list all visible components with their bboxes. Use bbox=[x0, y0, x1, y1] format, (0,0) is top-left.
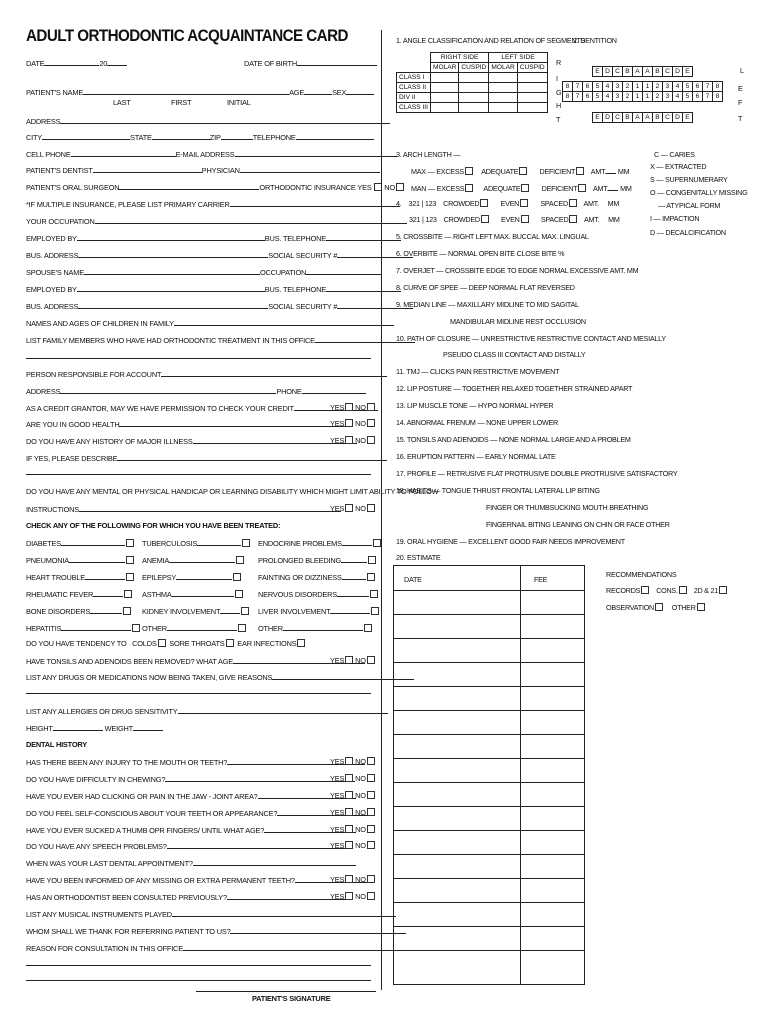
yes-checkbox[interactable] bbox=[345, 403, 353, 411]
bus-addr-field[interactable] bbox=[78, 250, 268, 258]
lip-posture-item: 12. LIP POSTURE — TOGETHER RELAXED TOGETHER STRAINED APART bbox=[396, 384, 633, 393]
pseudo-class-item: PSEUDO CLASS III CONTACT AND DISTALLY bbox=[443, 350, 586, 359]
first-label: FIRST bbox=[171, 98, 192, 107]
surgeon-field[interactable] bbox=[119, 182, 259, 190]
overjet-item: 7. OVERJET — CROSSBITE EDGE TO EDGE NORMAL EXCESSIVE AMT. MM bbox=[396, 266, 639, 275]
mandibular-midline-item: MANDIBULAR MIDLINE REST OCCLUSION bbox=[450, 317, 586, 326]
estimate-item: 20. ESTIMATE bbox=[396, 553, 441, 562]
crossbite-item: 5. CROSSBITE — RIGHT LEFT MAX. BUCCAL MAX. LINGUAL bbox=[396, 232, 589, 241]
form-title: ADULT ORTHODONTIC ACQUAINTANCE CARD bbox=[26, 27, 348, 45]
drugs-label: LIST ANY DRUGS OR MEDICATIONS NOW BEING TAKEN, GIVE REASONS bbox=[26, 672, 414, 682]
bus-addr-2-label: BUS. ADDRESS SOCIAL SECURITY # bbox=[26, 301, 413, 311]
address-field[interactable] bbox=[60, 116, 390, 124]
tonsils-question: HAVE TONSILS AND ADENOIDS BEEN REMOVED? WHAT AGE bbox=[26, 656, 365, 666]
tendency-row: DO YOU HAVE TENDENCY TO COLDS SORE THROATS EAR INFECTIONS bbox=[26, 639, 305, 648]
bus-tel-field[interactable] bbox=[326, 233, 401, 241]
weight-field[interactable] bbox=[133, 723, 163, 731]
arch-length: 3. ARCH LENGTH — bbox=[396, 150, 461, 159]
nail-biting-item: FINGERNAIL BITING LEANING ON CHIN OR FACE OTHER bbox=[486, 520, 670, 529]
family-ortho-label: LIST FAMILY MEMBERS WHO HAVE HAD ORTHODONTIC TREATMENT IN THIS OFFICE bbox=[26, 335, 415, 345]
signature-label: PATIENT'S SIGNATURE bbox=[252, 994, 331, 1003]
patient-name-label: PATIENT'S NAME AGE SEX bbox=[26, 87, 374, 97]
dental-history-header: DENTAL HISTORY bbox=[26, 740, 87, 749]
zip-field[interactable] bbox=[221, 132, 253, 140]
address-2-label: ADDRESS PHONE bbox=[26, 386, 366, 396]
telephone-field[interactable] bbox=[296, 132, 374, 140]
estimate-fee-header: FEE bbox=[534, 575, 548, 584]
overbite-item: 6. OVERBITE — NORMAL OPEN BITE CLOSE BITE % bbox=[396, 249, 565, 258]
email-field[interactable] bbox=[235, 149, 397, 157]
last-label: LAST bbox=[113, 98, 131, 107]
dob-field[interactable] bbox=[297, 58, 377, 66]
responsible-field[interactable] bbox=[161, 369, 387, 377]
profile-item: 17. PROFILE — RETRUSIVE FLAT PROTRUSIVE DOUBLE PROTRUSIVE SATISFACTORY bbox=[396, 469, 678, 478]
check-header: CHECK ANY OF THE FOLLOWING FOR WHICH YOU HAVE BEEN TREATED: bbox=[26, 521, 281, 530]
children-field[interactable] bbox=[174, 318, 394, 326]
tonsils-item: 15. TONSILS AND ADENOIDS — NONE NORMAL LARGE AND A PROBLEM bbox=[396, 435, 631, 444]
handicap-question: DO YOU HAVE ANY MENTAL OR PHYSICAL HANDICAP OR LEARNING DISABILITY WHICH MIGHT LIMIT ABILITY TO FOLLOW bbox=[26, 487, 439, 496]
major-illness-question: DO YOU HAVE ANY HISTORY OF MAJOR ILLNESS bbox=[26, 436, 357, 446]
dentition-chart: E D C B A A B C D E 8 7 6 5 4 3 2 1 1 2 3 4 5 6 7 8 8 7 6 5 4 3 2 1 1 2 3 4 5 6 7 8 E D C B A A B C D E bbox=[562, 66, 732, 138]
initial-label: INITIAL bbox=[227, 98, 251, 107]
age-field[interactable] bbox=[304, 87, 332, 95]
tmj-item: 11. TMJ — CLICKS PAIN RESTRICTIVE MOVEMENT bbox=[396, 367, 560, 376]
signature-line bbox=[196, 991, 376, 992]
patient-name-field[interactable] bbox=[83, 87, 289, 95]
state-field[interactable] bbox=[152, 132, 210, 140]
instructions-label: INSTRUCTIONS bbox=[26, 504, 341, 514]
height-weight: HEIGHT WEIGHT bbox=[26, 723, 163, 733]
lip-tone-item: 13. LIP MUSCLE TONE — HYPO NORMAL HYPER bbox=[396, 401, 554, 410]
row-4a: 4. 321 | 123 CROWDED EVEN SPACED AMT. MM bbox=[396, 199, 620, 208]
eruption-item: 16. ERUPTION PATTERN — EARLY NORMAL LATE bbox=[396, 452, 556, 461]
if-yes-label: IF YES, PLEASE DESCRIBE bbox=[26, 453, 387, 463]
estimate-table bbox=[393, 565, 585, 985]
records-row: RECORDS CONS. 2D & 21 bbox=[606, 586, 727, 595]
allergies-label: LIST ANY ALLERGIES OR DRUG SENSITIVITY bbox=[26, 706, 388, 716]
occupation-field[interactable] bbox=[95, 216, 407, 224]
employer-field[interactable] bbox=[77, 233, 265, 241]
credit-question: AS A CREDIT GRANTOR, MAY WE HAVE PERMISSION TO CHECK YOUR CREDIT bbox=[26, 403, 378, 413]
thumbsucking-item: FINGER OR THUMBSUCKING MOUTH BREATHING bbox=[486, 503, 649, 512]
surgeon-label: PATIENT'S ORAL SURGEON ORTHODONTIC INSURANCE YES NO bbox=[26, 182, 404, 192]
employed-by-label: EMPLOYED BY BUS. TELEPHONE bbox=[26, 233, 401, 243]
responsible-label: PERSON RESPONSIBLE FOR ACCOUNT bbox=[26, 369, 387, 379]
dob-label: DATE OF BIRTH bbox=[244, 58, 377, 68]
carrier-field[interactable] bbox=[230, 199, 400, 207]
median-line-item: 9. MEDIAN LINE — MAXILLARY MIDLINE TO MID SAGITAL bbox=[396, 300, 579, 309]
recommendations-label: RECOMMENDATIONS bbox=[606, 570, 677, 579]
estimate-date-header: DATE bbox=[404, 575, 422, 584]
row-4b: 321 | 123 CROWDED EVEN SPACED AMT. MM bbox=[409, 215, 620, 224]
spouse-occupation-field[interactable] bbox=[306, 267, 381, 275]
habits-item: 18. HABITS — TONGUE THRUST FRONTAL LATERAL LIP BITING bbox=[396, 486, 600, 495]
height-field[interactable] bbox=[53, 723, 103, 731]
city-field[interactable] bbox=[42, 132, 130, 140]
cell-label: CELL PHONE E-MAIL ADDRESS bbox=[26, 149, 397, 159]
address-label: ADDRESS bbox=[26, 116, 390, 126]
dentition-heading: 2. DENTITION bbox=[573, 36, 617, 45]
angle-heading: 1. ANGLE CLASSIFICATION AND RELATION OF SEGMENTS bbox=[396, 36, 586, 45]
date-field[interactable] bbox=[44, 58, 99, 66]
max-excess-row: MAX — EXCESS ADEQUATE DEFICIENT AMT. MM bbox=[411, 167, 630, 176]
good-health-question: ARE YOU IN GOOD HEALTH bbox=[26, 419, 352, 429]
curve-item: 8. CURVE OF SPEE — DEEP NORMAL FLAT REVERSED bbox=[396, 283, 575, 292]
occupation-label: YOUR OCCUPATION bbox=[26, 216, 407, 226]
segments-table: RIGHT SIDE LEFT SIDE MOLAR CUSPID MOLAR CUSPID CLASS I CLASS II DIV II CLASS III bbox=[396, 52, 548, 113]
man-excess-row: MAN — EXCESS ADEQUATE DEFICIENT AMT. MM bbox=[411, 184, 632, 193]
path-of-closure-item: 10. PATH OF CLOSURE — UNRESTRICTIVE RESTRICTIVE CONTACT AND MESIALLY bbox=[396, 334, 666, 343]
spouse-field[interactable] bbox=[84, 267, 260, 275]
frenum-item: 14. ABNORMAL FRENUM — NONE UPPER LOWER bbox=[396, 418, 558, 427]
cell-field[interactable] bbox=[71, 149, 176, 157]
dentist-field[interactable] bbox=[93, 165, 202, 173]
children-label: NAMES AND AGES OF CHILDREN IN FAMILY bbox=[26, 318, 394, 328]
observation-row: OBSERVATION OTHER bbox=[606, 603, 705, 612]
oral-hygiene-item: 19. ORAL HYGIENE — EXCELLENT GOOD FAIR NEEDS IMPROVEMENT bbox=[396, 537, 625, 546]
column-divider bbox=[381, 30, 382, 990]
no-checkbox[interactable] bbox=[367, 403, 375, 411]
sex-field[interactable] bbox=[346, 87, 374, 95]
city-label: CITY STATE ZIP TELEPHONE bbox=[26, 132, 374, 142]
dentist-label: PATIENT'S DENTIST PHYSICIAN bbox=[26, 165, 380, 175]
employed-by-2-label: EMPLOYED BY BUS. TELEPHONE bbox=[26, 284, 401, 294]
multi-ins-label: *IF MULTIPLE INSURANCE, PLEASE LIST PRIMARY CARRIER bbox=[26, 199, 400, 209]
bus-addr-label: BUS. ADDRESS SOCIAL SECURITY # bbox=[26, 250, 413, 260]
physician-field[interactable] bbox=[240, 165, 380, 173]
date-label: DATE 20 bbox=[26, 58, 127, 68]
spouse-label: SPOUSE'S NAME OCCUPATION bbox=[26, 267, 381, 277]
